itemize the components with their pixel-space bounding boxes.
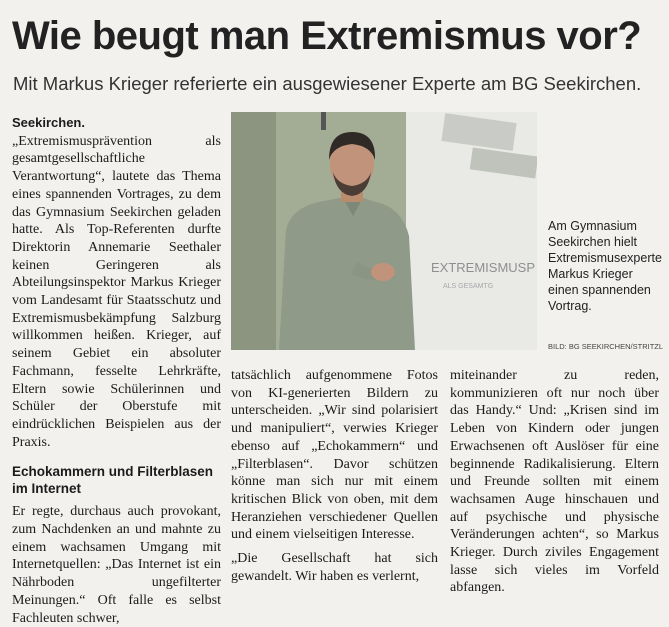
body-paragraph: Er regte, durchaus auch provokant, zum Nachdenken an und mahnte zu einem wachsamen Umgang mit Internetquellen: „Das Internet ist ein Nährboden ungefilterter Meinungen.“ Oft falle es selbst Fachleuten schwer, bbox=[12, 504, 221, 626]
text-column-1 bbox=[12, 114, 221, 627]
screen-subtitle-text: ALS GESAMTG bbox=[443, 283, 494, 290]
text-column-3 bbox=[450, 367, 659, 597]
lead-paragraph bbox=[12, 114, 221, 451]
body-paragraph: tatsächlich aufgenommene Fotos von KI-generierten Bildern zu unterscheiden. „Wir sind polarisiert und manipuliert“, verwies Krieger ebenso auf „Echokammern“ und „Filterblasen“. Davor schützen könne man sich nur mit einem kritischen Blick von oben, mit dem Heranziehen verschiedener Quellen und einem vielseitigen Interesse. bbox=[231, 368, 438, 543]
text-column-2 bbox=[231, 367, 438, 585]
photo-pillar bbox=[321, 112, 326, 130]
section-subheading: Echokammern und Filterblasen im Internet bbox=[12, 464, 214, 497]
headline: Wie beugt man Extremismus vor? bbox=[12, 14, 642, 58]
subheadline: Mit Markus Krieger referierte ein ausgewiesener Experte am BG Seekirchen. bbox=[13, 73, 642, 94]
body-paragraph: miteinander zu reden, kommunizieren oft nur noch über das Handy.“ Und: „Krisen sind im Leben von Kindern oder jungen Erwachsenen oft Auslöser für eine beginnende Radikalisierung. Eltern und Freunde sollten mit einem wachsamen Auge hinschauen und auf psychische und physische Veränderungen achten“, so Markus Krieger. Durch ziviles Engagement lasse sich vieles im Vorfeld abfangen. bbox=[450, 368, 659, 596]
body-paragraph: „Die Gesellschaft hat sich gewandelt. Wir haben es verlernt, bbox=[231, 551, 438, 584]
photo-credit: BILD: BG SEEKIRCHEN/STRITZL bbox=[548, 342, 664, 351]
screen-title-text: EXTREMISMUSP bbox=[431, 260, 536, 275]
projection-screen bbox=[406, 112, 537, 350]
photo-left-wall bbox=[231, 112, 276, 350]
photo-illustration bbox=[231, 112, 537, 350]
photo-caption: Am Gymnasium Seekirchen hielt Extremismusexperte Markus Krieger einen spannenden Vortrag. bbox=[548, 219, 662, 313]
dateline: Seekirchen. bbox=[12, 115, 85, 130]
lead-text: „Extremismusprävention als gesamtgesellschaftliche Verantwortung“, lautete das Thema eines spannenden Vortrages, zu dem das Gymnasium Seekirchen geladen hatte. Als Top-Referenten durfte Direktorin Annemarie Seethaler keinen Geringeren als Abteilungsinspektor Markus Krieger vom Landesamt für Staatsschutz und Extremismusbekämpfung Salzburg willkommen heißen. Krieger, auf seinem Gebiet ein absoluter Fachmann, fesselte Lehrkräfte, Eltern sowie Schülerinnen und Schüler der Oberstufe mit eindrücklichen Beispielen aus der Praxis. bbox=[12, 133, 221, 450]
speaker-hand bbox=[371, 263, 395, 281]
article-photo bbox=[231, 112, 537, 350]
